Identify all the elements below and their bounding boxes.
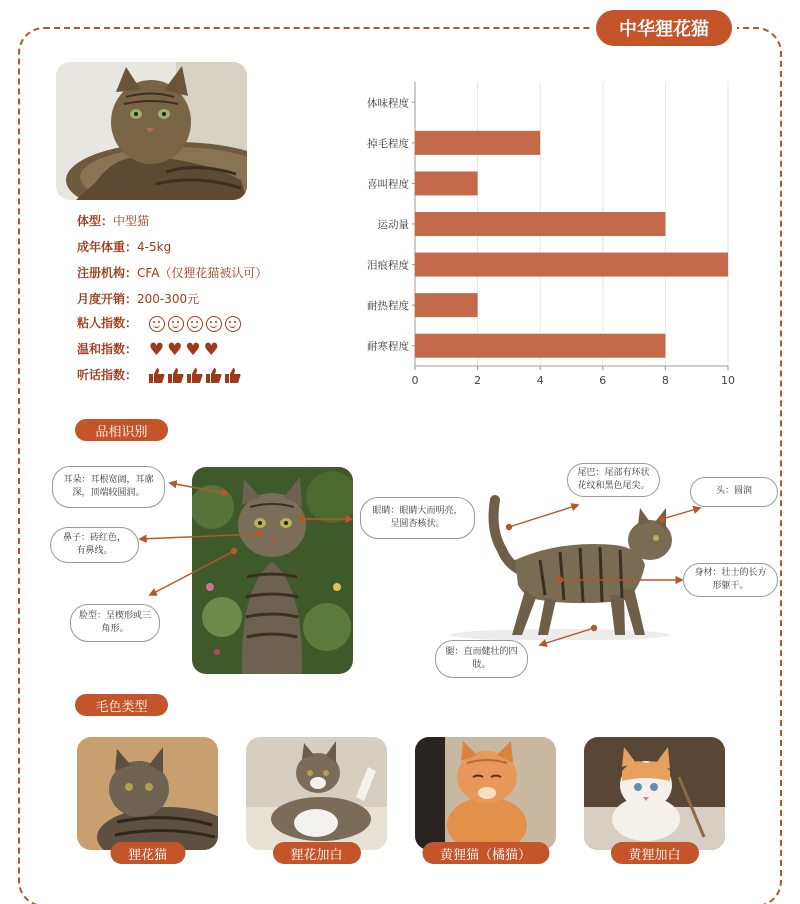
- coat-photo-tabby: [77, 737, 218, 850]
- weight-value: 4-5kg: [137, 240, 172, 254]
- thumbs-up-icon: [149, 368, 165, 383]
- coat-label-tabby: 狸花猫: [110, 842, 185, 864]
- coat-label-tabby-white: 狸花加白: [272, 842, 360, 864]
- gentle-rating: [148, 339, 219, 360]
- chart-bar: [415, 131, 540, 155]
- obedient-rating: [149, 368, 241, 383]
- weight-label: 成年体重：: [77, 240, 138, 254]
- weight-row: [77, 238, 171, 255]
- registry-label: 注册机构：: [77, 266, 138, 280]
- heart-icon: ♥: [203, 339, 219, 360]
- chart-bar: [415, 212, 665, 236]
- obedient-label: 听话指数：: [77, 368, 138, 382]
- thumbs-up-icon: [225, 368, 241, 383]
- smile-icon: [149, 316, 165, 332]
- chart-x-tick-label: 8: [661, 374, 669, 387]
- clingy-row: [77, 314, 241, 332]
- callout-face: 脸型：呈楔形或三角形。: [70, 604, 160, 642]
- heart-icon: ♥: [148, 339, 165, 360]
- page-title: 中华狸花猫: [596, 10, 732, 46]
- cost-value: 200-300元: [137, 292, 200, 306]
- callout-body: 身材：壮士的长方形躯干。: [683, 563, 778, 597]
- main-cat-photo: [56, 62, 247, 200]
- chart-category-label: 喜叫程度: [367, 178, 409, 191]
- clingy-label: 粘人指数：: [77, 316, 138, 330]
- callout-legs: 腿：直而健壮的四肢。: [435, 640, 528, 678]
- callout-ears: 耳朵：耳根宽阔，耳廓深，顶端较圆润。: [52, 466, 165, 508]
- thumbs-up-icon: [206, 368, 222, 383]
- size-label: 体型：: [77, 214, 114, 228]
- chart-bar: [415, 334, 665, 358]
- gentle-label: 温和指数：: [77, 342, 138, 356]
- callout-tail: 尾巴：尾部有环状花纹和黑色尾尖。: [567, 463, 660, 497]
- chart-bar: [415, 171, 478, 195]
- coat-label-orange-white: 黄狸加白: [610, 842, 698, 864]
- registry-value: CFA（仅狸花猫被认可）: [137, 266, 268, 280]
- size-row: [77, 212, 149, 229]
- chart-x-tick-label: 4: [536, 374, 544, 387]
- chart-category-label: 运动量: [377, 219, 409, 231]
- traits-bar-chart: [340, 80, 760, 400]
- chart-bar: [415, 293, 478, 317]
- features-section-title: 品相识别: [75, 419, 168, 441]
- cost-label: 月度开销：: [77, 292, 138, 306]
- thumbs-up-icon: [168, 368, 184, 383]
- coat-card-tabby: [77, 737, 218, 863]
- chart-category-label: 耐热程度: [367, 300, 409, 313]
- gentle-row: [77, 340, 219, 358]
- smile-icon: [187, 316, 203, 332]
- chart-category-label: 耐寒程度: [367, 340, 409, 353]
- coat-photo-tabby-white: [246, 737, 387, 850]
- size-value: 中型猫: [113, 214, 150, 228]
- heart-icon: ♥: [185, 339, 201, 360]
- coat-photo-orange-white: [584, 737, 725, 850]
- standing-cat-photo: [440, 490, 680, 640]
- smile-icon: [168, 316, 184, 332]
- coats-section-title: 毛色类型: [75, 694, 168, 716]
- chart-x-tick-label: 10: [721, 374, 735, 387]
- chart-category-label: 掉毛程度: [367, 137, 409, 150]
- chart-category-label: 体味程度: [367, 97, 409, 110]
- cost-row: [77, 290, 199, 307]
- registry-row: [77, 264, 267, 281]
- obedient-row: [77, 366, 241, 383]
- callout-head: 头：圆润: [690, 477, 778, 507]
- clingy-rating: [149, 316, 241, 332]
- heart-icon: ♥: [167, 339, 183, 360]
- thumbs-up-icon: [187, 368, 203, 383]
- chart-x-tick-label: 0: [411, 374, 419, 387]
- callout-nose: 鼻子：砖红色，有鼻线。: [50, 527, 139, 563]
- coat-card-tabby-white: [246, 737, 387, 863]
- coat-photo-orange: [415, 737, 556, 850]
- smile-icon: [206, 316, 222, 332]
- smile-icon: [225, 316, 241, 332]
- coat-card-orange: [415, 737, 556, 863]
- chart-x-tick-label: 2: [474, 374, 482, 387]
- chart-x-tick-label: 6: [599, 374, 607, 387]
- coat-label-orange: 黄狸猫（橘猫）: [422, 842, 549, 864]
- chart-category-label: 泪痕程度: [367, 259, 409, 272]
- coat-card-orange-white: [584, 737, 725, 863]
- chart-bar: [415, 253, 728, 277]
- callout-eyes: 眼睛：眼睛大而明亮，呈圆杏核状。: [360, 497, 475, 539]
- sitting-cat-photo: [192, 467, 353, 674]
